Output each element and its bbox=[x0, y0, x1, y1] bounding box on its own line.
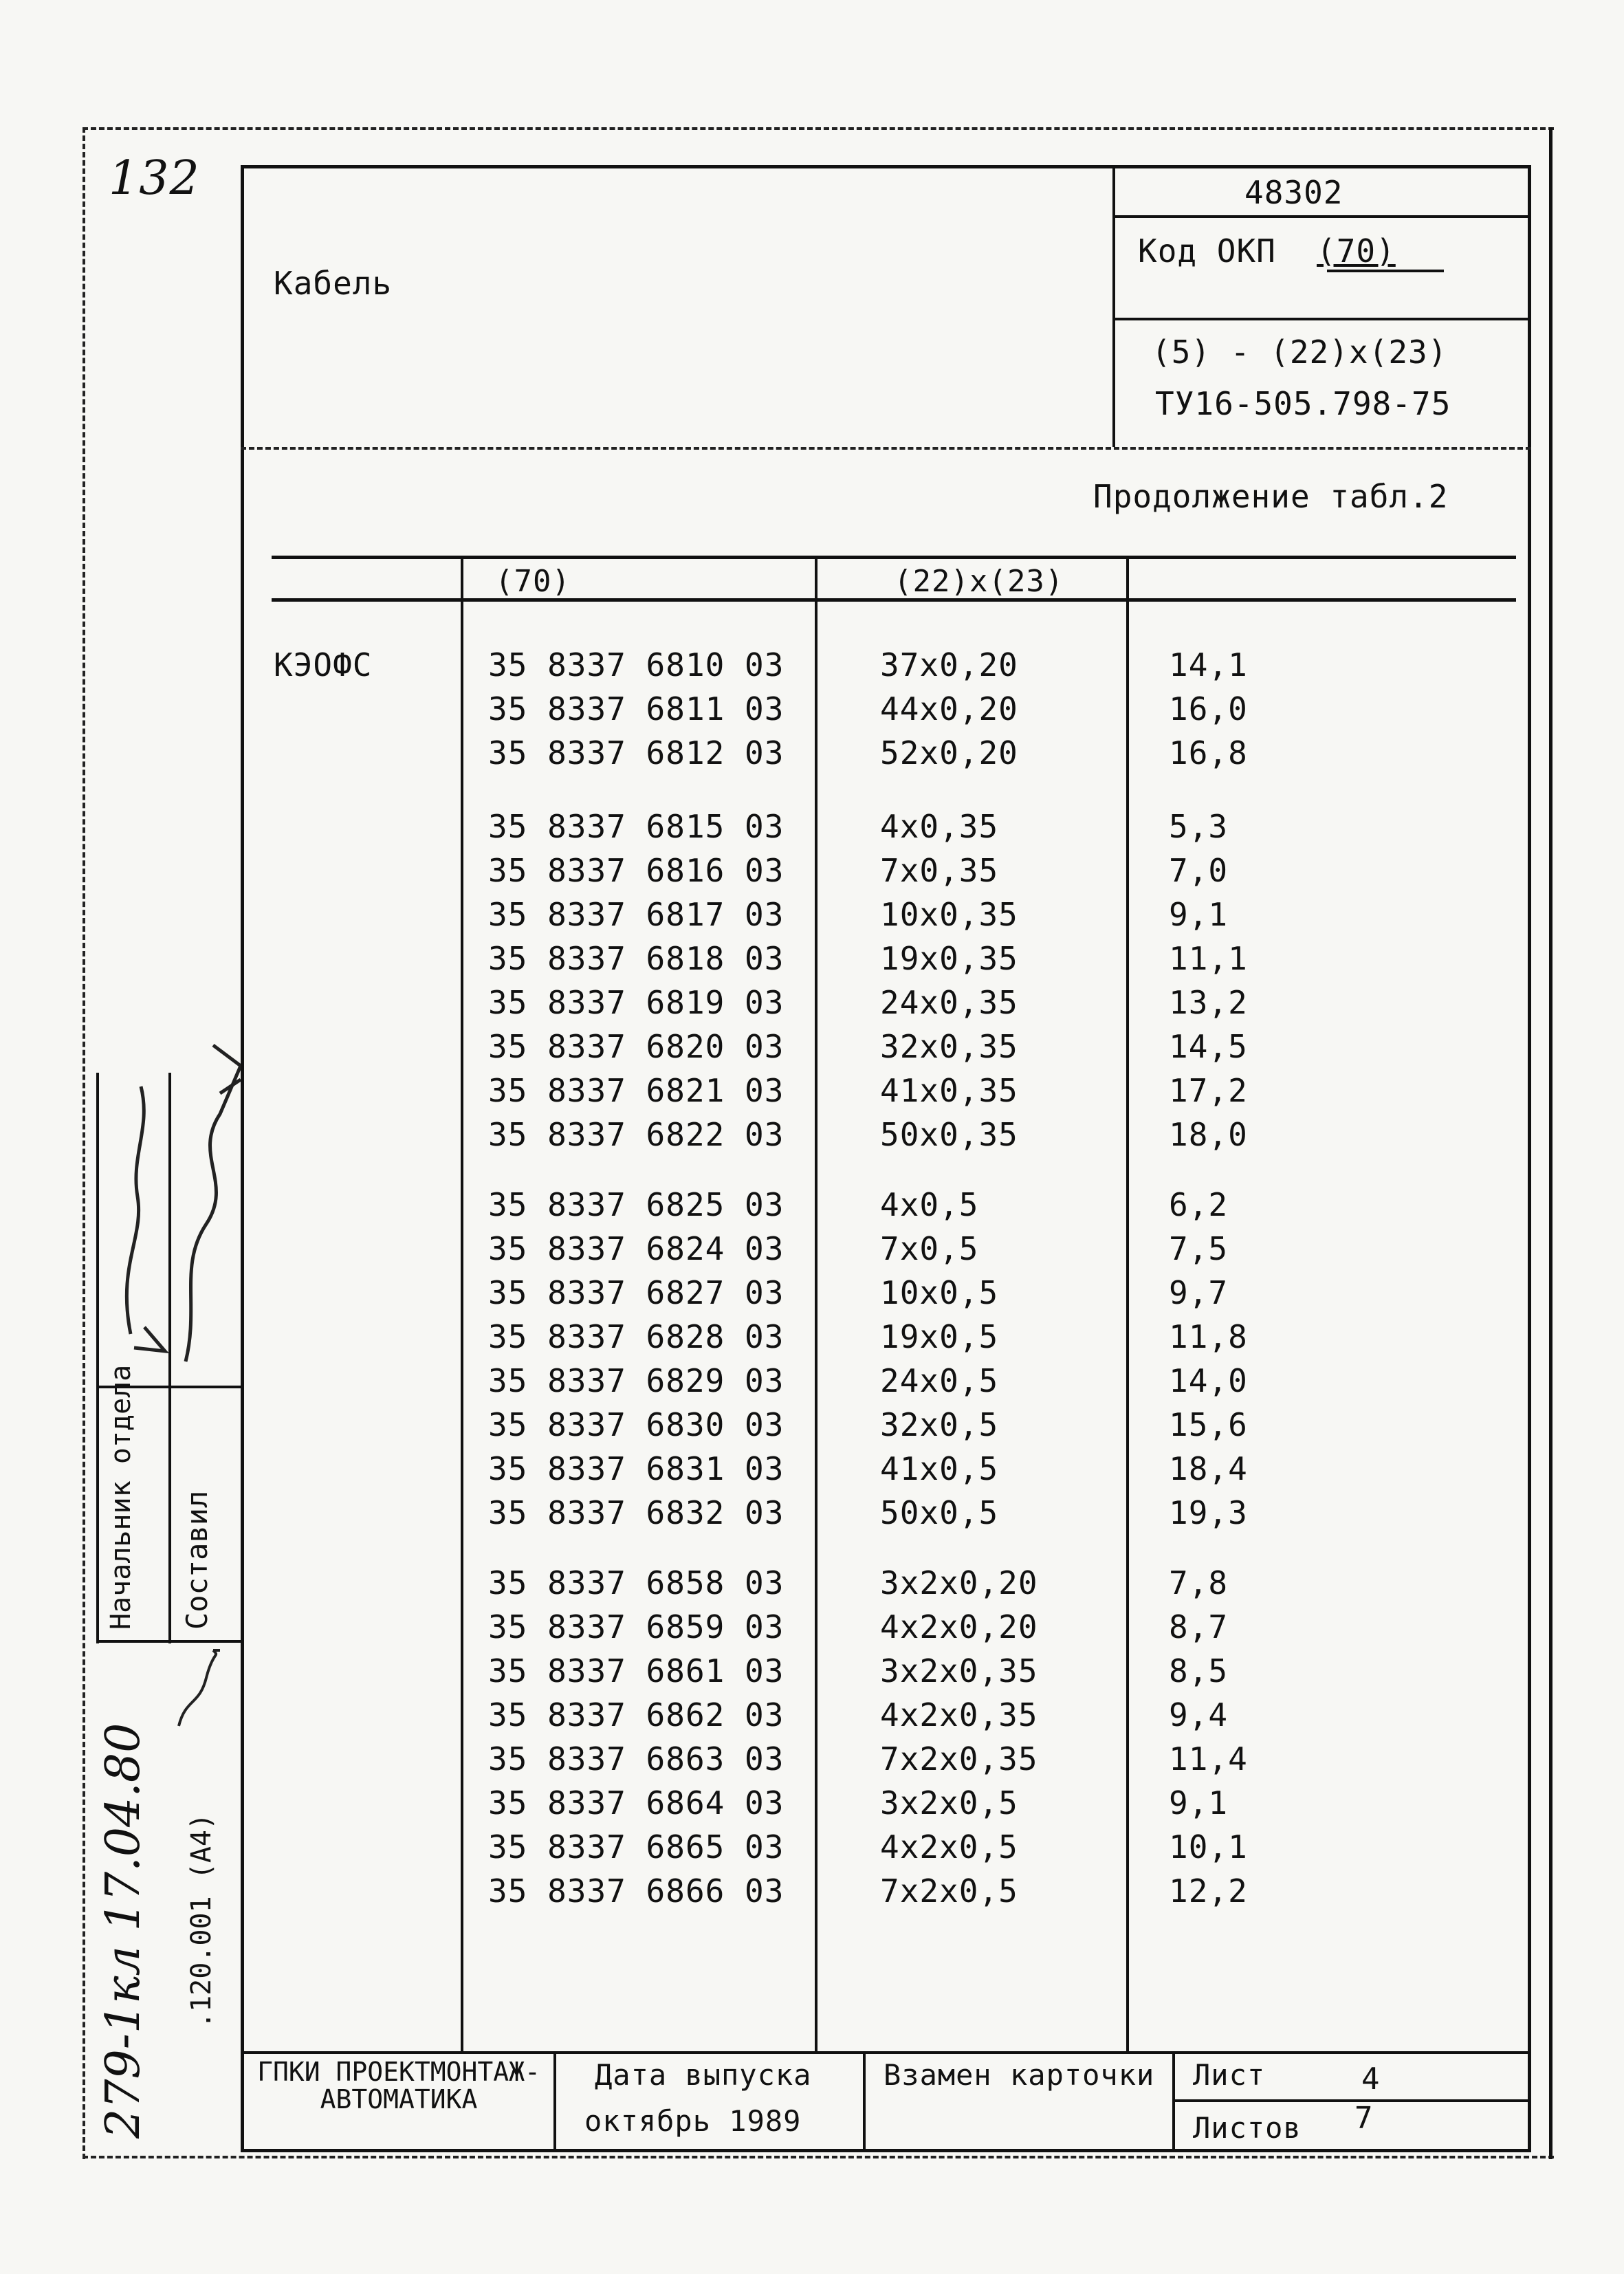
okp-code-cell: 35 8337 6819 03 bbox=[488, 984, 784, 1021]
sheets-total-value: 7 bbox=[1354, 2101, 1374, 2136]
value-cell: 7,8 bbox=[1169, 1564, 1229, 1601]
value-cell: 10,1 bbox=[1169, 1828, 1248, 1866]
table-row bbox=[0, 1274, 1624, 1318]
table-row bbox=[0, 852, 1624, 896]
construction-cell: 37x0,20 bbox=[880, 646, 1018, 684]
construction-cell: 32x0,35 bbox=[880, 1028, 1018, 1065]
okp-code-cell: 35 8337 6825 03 bbox=[488, 1186, 784, 1223]
value-cell: 11,4 bbox=[1169, 1740, 1248, 1778]
construction-cell: 19x0,35 bbox=[880, 940, 1018, 977]
organization-name: ГПКИ ПРОЕКТМОНТАЖ- АВТОМАТИКА bbox=[257, 2057, 540, 2114]
release-date-value: октябрь 1989 bbox=[584, 2104, 802, 2138]
construction-cell: 3x2x0,20 bbox=[880, 1564, 1038, 1601]
table-row bbox=[0, 1828, 1624, 1872]
okp-code-cell: 35 8337 6830 03 bbox=[488, 1406, 784, 1443]
frame-bottom bbox=[241, 2149, 1531, 2152]
value-cell: 18,0 bbox=[1169, 1116, 1248, 1153]
okp-code-cell: 35 8337 6863 03 bbox=[488, 1740, 784, 1778]
registration-stamp: 279-1кл 17.04.80 bbox=[96, 1723, 151, 2139]
value-cell: 16,0 bbox=[1169, 690, 1248, 728]
value-cell: 9,7 bbox=[1169, 1274, 1229, 1311]
page-number: 132 bbox=[109, 151, 200, 206]
value-cell: 7,0 bbox=[1169, 852, 1229, 889]
sheet-label: Лист bbox=[1193, 2058, 1266, 2092]
header-separator bbox=[241, 447, 1531, 450]
construction-cell: 24x0,5 bbox=[880, 1362, 999, 1399]
okp-code-cell: 35 8337 6829 03 bbox=[488, 1362, 784, 1399]
value-cell: 8,5 bbox=[1169, 1652, 1229, 1690]
value-cell: 9,1 bbox=[1169, 1784, 1229, 1822]
frame-top bbox=[241, 165, 1531, 168]
okp-code-cell: 35 8337 6828 03 bbox=[488, 1318, 784, 1355]
okp-code-cell: 35 8337 6821 03 bbox=[488, 1072, 784, 1109]
table-row bbox=[0, 1230, 1624, 1274]
value-cell: 17,2 bbox=[1169, 1072, 1248, 1109]
role-compiled-by: Составил bbox=[180, 1490, 214, 1630]
table-row bbox=[0, 1696, 1624, 1740]
construction-cell: 4x0,5 bbox=[880, 1186, 979, 1223]
okp-code-cell: 35 8337 6827 03 bbox=[488, 1274, 784, 1311]
construction-cell: 41x0,35 bbox=[880, 1072, 1018, 1109]
construction-cell: 52x0,20 bbox=[880, 734, 1018, 772]
format-code: .120.001 (A4) bbox=[186, 1813, 217, 2029]
value-cell: 14,0 bbox=[1169, 1362, 1248, 1399]
okp-value: (70) bbox=[1317, 232, 1396, 270]
value-cell: 9,4 bbox=[1169, 1696, 1229, 1734]
okp-code-cell: 35 8337 6812 03 bbox=[488, 734, 784, 772]
value-cell: 18,4 bbox=[1169, 1450, 1248, 1487]
construction-cell: 3x2x0,35 bbox=[880, 1652, 1038, 1690]
table-row bbox=[0, 1740, 1624, 1784]
table-row bbox=[0, 690, 1624, 734]
footer-divider-1 bbox=[553, 2053, 556, 2150]
table-row bbox=[0, 1318, 1624, 1362]
sheets-total-label: Листов bbox=[1193, 2111, 1302, 2145]
okp-code-cell: 35 8337 6815 03 bbox=[488, 808, 784, 845]
construction-cell: 4x2x0,35 bbox=[880, 1696, 1038, 1734]
table-row bbox=[0, 1872, 1624, 1916]
construction-cell: 44x0,20 bbox=[880, 690, 1018, 728]
value-cell: 14,5 bbox=[1169, 1028, 1248, 1065]
product-code: 48302 bbox=[1244, 174, 1343, 211]
value-cell: 8,7 bbox=[1169, 1608, 1229, 1646]
table-row bbox=[0, 1362, 1624, 1406]
okp-code-cell: 35 8337 6832 03 bbox=[488, 1494, 784, 1531]
construction-cell: 50x0,5 bbox=[880, 1494, 999, 1531]
value-cell: 11,1 bbox=[1169, 940, 1248, 977]
value-cell: 11,8 bbox=[1169, 1318, 1248, 1355]
okp-code-cell: 35 8337 6862 03 bbox=[488, 1696, 784, 1734]
table-row bbox=[0, 1652, 1624, 1696]
okp-code-cell: 35 8337 6858 03 bbox=[488, 1564, 784, 1601]
table-row bbox=[0, 1072, 1624, 1116]
construction-cell: 50x0,35 bbox=[880, 1116, 1018, 1153]
construction-cell: 7x2x0,35 bbox=[880, 1740, 1038, 1778]
value-cell: 5,3 bbox=[1169, 808, 1229, 845]
construction-cell: 7x2x0,5 bbox=[880, 1872, 1018, 1910]
table-row bbox=[0, 1186, 1624, 1230]
header-okp-line bbox=[1114, 318, 1530, 320]
okp-code-cell: 35 8337 6811 03 bbox=[488, 690, 784, 728]
release-date-label: Дата выпуска bbox=[595, 2058, 812, 2092]
footer-divider-2 bbox=[863, 2053, 866, 2150]
designation-formula: (5) - (22)x(23) bbox=[1152, 334, 1448, 371]
construction-cell: 4x2x0,20 bbox=[880, 1608, 1038, 1646]
table-top-line bbox=[272, 556, 1516, 559]
okp-code-cell: 35 8337 6824 03 bbox=[488, 1230, 784, 1267]
value-cell: 9,1 bbox=[1169, 896, 1229, 933]
value-cell: 6,2 bbox=[1169, 1186, 1229, 1223]
okp-code-cell: 35 8337 6865 03 bbox=[488, 1828, 784, 1866]
table-row bbox=[0, 646, 1624, 690]
table-row bbox=[0, 1116, 1624, 1160]
okp-code-cell: 35 8337 6866 03 bbox=[488, 1872, 784, 1910]
okp-code-cell: 35 8337 6859 03 bbox=[488, 1608, 784, 1646]
table-row bbox=[0, 984, 1624, 1028]
value-cell: 15,6 bbox=[1169, 1406, 1248, 1443]
construction-cell: 7x0,35 bbox=[880, 852, 999, 889]
top-dashed-border bbox=[83, 127, 1554, 130]
okp-code-cell: 35 8337 6861 03 bbox=[488, 1652, 784, 1690]
header-code-line bbox=[1114, 215, 1530, 218]
construction-cell: 41x0,5 bbox=[880, 1450, 999, 1487]
table-row bbox=[0, 1494, 1624, 1538]
column-header-okp: (70) bbox=[495, 564, 571, 599]
value-cell: 12,2 bbox=[1169, 1872, 1248, 1910]
table-row bbox=[0, 1608, 1624, 1652]
role-head-of-department: Начальник отдела bbox=[105, 1364, 137, 1630]
okp-code-cell: 35 8337 6864 03 bbox=[488, 1784, 784, 1822]
construction-cell: 3x2x0,5 bbox=[880, 1784, 1018, 1822]
okp-code-cell: 35 8337 6810 03 bbox=[488, 646, 784, 684]
table-row bbox=[0, 1784, 1624, 1828]
table-row bbox=[0, 1564, 1624, 1608]
okp-underline bbox=[1327, 270, 1444, 272]
okp-code-cell: 35 8337 6817 03 bbox=[488, 896, 784, 933]
construction-cell: 4x2x0,5 bbox=[880, 1828, 1018, 1866]
value-cell: 14,1 bbox=[1169, 646, 1248, 684]
okp-code-cell: 35 8337 6822 03 bbox=[488, 1116, 784, 1153]
header-divider bbox=[1112, 165, 1115, 447]
construction-cell: 7x0,5 bbox=[880, 1230, 979, 1267]
cable-title: Кабель bbox=[274, 265, 393, 302]
replaces-card-label: Взамен карточки bbox=[884, 2058, 1155, 2092]
okp-code-cell: 35 8337 6820 03 bbox=[488, 1028, 784, 1065]
continuation-label: Продолжение табл.2 bbox=[1093, 478, 1449, 515]
value-cell: 13,2 bbox=[1169, 984, 1248, 1021]
construction-cell: 32x0,5 bbox=[880, 1406, 999, 1443]
bottom-dashed-border bbox=[83, 2156, 1554, 2158]
table-row bbox=[0, 1406, 1624, 1450]
construction-cell: 19x0,5 bbox=[880, 1318, 999, 1355]
sheet-number: 4 bbox=[1361, 2062, 1381, 2097]
footer-top-line bbox=[241, 2051, 1531, 2054]
construction-cell: 10x0,35 bbox=[880, 896, 1018, 933]
value-cell: 7,5 bbox=[1169, 1230, 1229, 1267]
construction-cell: 24x0,35 bbox=[880, 984, 1018, 1021]
table-row bbox=[0, 896, 1624, 940]
construction-cell: 10x0,5 bbox=[880, 1274, 999, 1311]
spec-number: ТУ16-505.798-75 bbox=[1155, 385, 1451, 422]
table-row bbox=[0, 1450, 1624, 1494]
table-row bbox=[0, 808, 1624, 852]
okp-code-cell: 35 8337 6818 03 bbox=[488, 940, 784, 977]
table-row bbox=[0, 1028, 1624, 1072]
construction-cell: 4x0,35 bbox=[880, 808, 999, 845]
okp-code-cell: 35 8337 6831 03 bbox=[488, 1450, 784, 1487]
cable-brand: КЭОФС bbox=[274, 646, 373, 684]
table-row bbox=[0, 940, 1624, 984]
table-row bbox=[0, 734, 1624, 778]
footer-sheet-line bbox=[1174, 2099, 1530, 2102]
column-header-size: (22)x(23) bbox=[894, 564, 1064, 599]
okp-label: Код ОКП bbox=[1138, 232, 1276, 270]
value-cell: 16,8 bbox=[1169, 734, 1248, 772]
okp-code-cell: 35 8337 6816 03 bbox=[488, 852, 784, 889]
value-cell: 19,3 bbox=[1169, 1494, 1248, 1531]
